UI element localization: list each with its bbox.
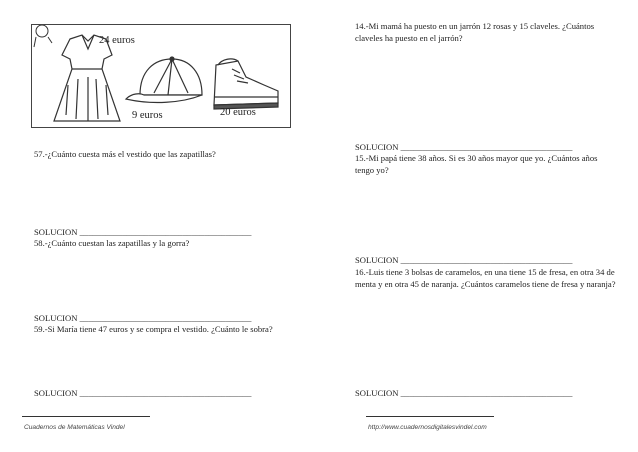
shoe-icon [214, 59, 278, 109]
footer-rule-right [366, 416, 494, 417]
question-16: 16.-Luis tiene 3 bolsas de caramelos, en una tiene 15 de fresa, en otra 34 de menta y en otra 45 de naranja. ¿Cuántos caramelos tiene de fresa y naranja? [355, 267, 616, 289]
child-icon [34, 25, 52, 47]
footer-left-text: Cuadernos de Matemáticas Vindel [24, 424, 125, 431]
question-58: 58.-¿Cuánto cuestan las zapatillas y la gorra? [34, 238, 190, 248]
solution-line-57: SOLUCION ________________________________________ [34, 227, 252, 237]
question-15: 15.-Mi papá tiene 38 años. Si es 30 años mayor que yo. ¿Cuántos años tengo yo? [355, 153, 598, 175]
footer-rule-left [22, 416, 150, 417]
shoes-price: 20 euros [220, 107, 256, 118]
cap-icon [126, 57, 202, 102]
cap-price: 9 euros [132, 110, 163, 121]
solution-line-59: SOLUCION ________________________________________ [34, 388, 252, 398]
solution-line-58: SOLUCION ________________________________________ [34, 313, 252, 323]
solution-line-14: SOLUCION ________________________________________ [355, 142, 573, 152]
solution-line-15: SOLUCION ________________________________________ [355, 255, 573, 265]
solution-line-16: SOLUCION ________________________________________ [355, 388, 573, 398]
question-59: 59.-Si María tiene 47 euros y se compra el vestido. ¿Cuánto le sobra? [34, 324, 273, 334]
dress-icon [54, 35, 120, 121]
question-14: 14.-Mi mamá ha puesto en un jarrón 12 rosas y 15 claveles. ¿Cuántos claveles ha puesto en el jarrón? [355, 21, 595, 43]
question-57: 57.-¿Cuánto cuesta más el vestido que las zapatillas? [34, 149, 216, 159]
clothing-prices-picture [31, 24, 291, 128]
footer-right-link[interactable]: http://www.cuadernosdigitalesvindel.com [368, 424, 487, 431]
dress-price: 24 euros [99, 35, 135, 46]
